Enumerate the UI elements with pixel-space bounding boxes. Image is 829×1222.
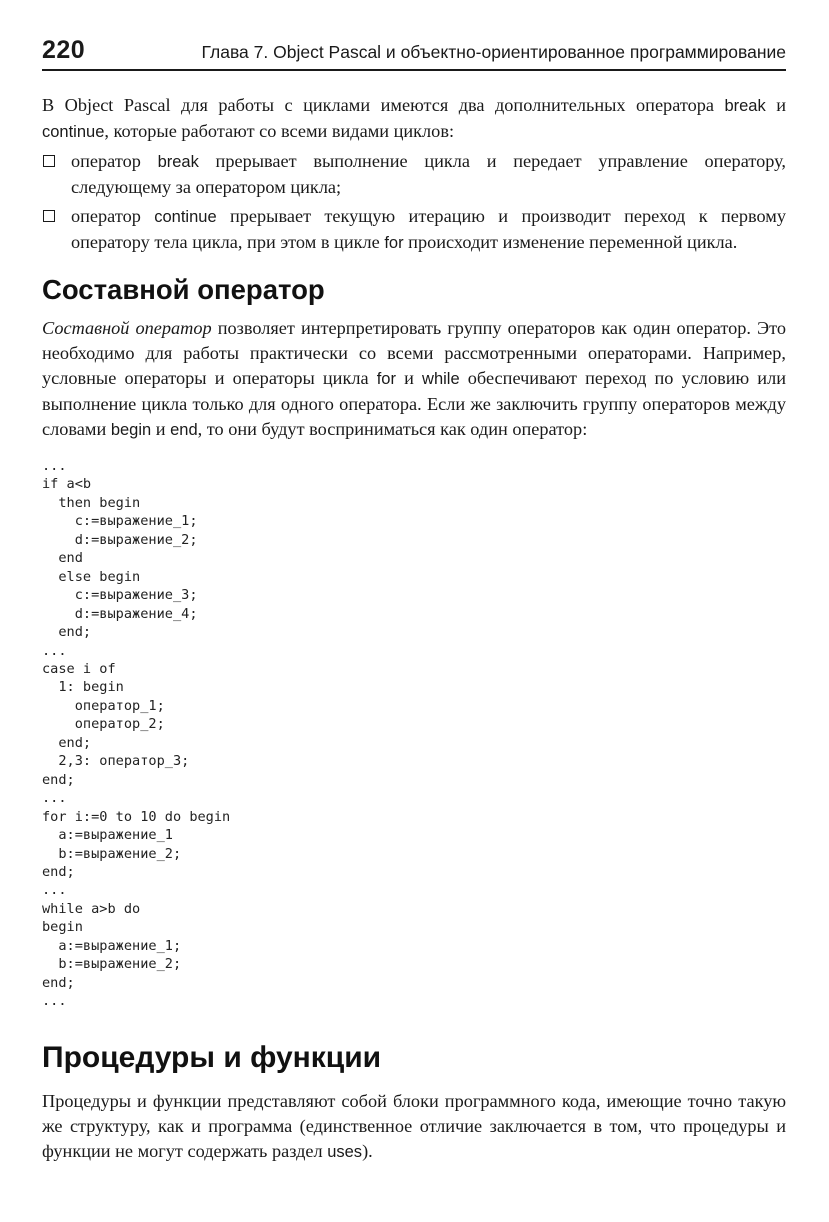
- code-line: ...: [42, 642, 67, 659]
- term-italic: Составной оператор: [42, 318, 212, 338]
- code-line: ...: [42, 882, 67, 899]
- keyword-uses: uses: [327, 1142, 363, 1161]
- checkbox-bullet-icon: [43, 155, 55, 167]
- intro-paragraph: В Object Pascal для работы с циклами имеются два дополнительных оператора break и continue, которые работают со всеми видами циклов:: [42, 95, 786, 141]
- running-header: [42, 36, 786, 71]
- code-line: while a>b do: [42, 900, 141, 917]
- code-line: ...: [42, 790, 67, 807]
- chapter-title: Глава 7. Object Pascal и объектно-ориентированное программирование: [201, 42, 786, 62]
- code-line: d:=выражение_4;: [42, 605, 198, 622]
- code-line: c:=выражение_3;: [42, 587, 198, 604]
- code-line: else begin: [42, 568, 141, 585]
- compound-operator-paragraph: Составной оператор позволяет интерпретировать группу операторов как один оператор. Это необходимо для работы практически со всеми рассмотренными операторами. Например, условные операторы и операторы цикла for и while обеспечивают переход по условию или выполнение цикла только для одного оператора. Если же заключить группу операторов между словами begin и end, то они будут восприниматься как один оператор:: [42, 318, 786, 439]
- code-line: b:=выражение_2;: [42, 956, 182, 973]
- checkbox-bullet-icon: [43, 210, 55, 222]
- code-line: end;: [42, 624, 92, 641]
- code-line: then begin: [42, 494, 141, 511]
- code-line: ...: [42, 993, 67, 1010]
- code-line: if a<b: [42, 476, 92, 493]
- list-item: оператор continue прерывает текущую итерацию и производит переход к первому оператору тела цикла, при этом в цикле for происходит изменение переменной цикла.: [42, 204, 786, 256]
- code-line: 2,3: оператор_3;: [42, 753, 190, 770]
- code-line: end;: [42, 974, 75, 991]
- code-line: c:=выражение_1;: [42, 513, 198, 530]
- code-line: 1: begin: [42, 679, 124, 696]
- code-line: d:=выражение_2;: [42, 531, 198, 548]
- book-page: [42, 36, 786, 1165]
- code-line: a:=выражение_1;: [42, 937, 182, 954]
- code-line: оператор_2;: [42, 716, 165, 733]
- section-heading-compound-operator: Составной оператор: [42, 274, 325, 305]
- list-item: оператор break прерывает выполнение цикла и передает управление оператору, следующему за оператором цикла;: [42, 149, 786, 200]
- code-line: оператор_1;: [42, 697, 165, 714]
- procedures-paragraph: Процедуры и функции представляют собой блоки программного кода, имеющие точно такую же структуру, как и программа (единственное отличие заключается в том, что процедуры и функции не могут содержать раздел uses).: [42, 1090, 786, 1161]
- code-line: end;: [42, 771, 75, 788]
- code-line: case i of: [42, 660, 116, 677]
- code-line: begin: [42, 919, 83, 936]
- keyword-continue: continue: [42, 123, 105, 141]
- bullet-list: [42, 149, 786, 256]
- code-line: a:=выражение_1: [42, 827, 173, 844]
- code-line: end;: [42, 734, 92, 751]
- page-number: 220: [42, 36, 86, 64]
- keyword-break: break: [724, 97, 766, 115]
- code-line: end: [42, 550, 83, 567]
- code-line: ...: [42, 458, 67, 474]
- code-listing: [42, 457, 786, 1011]
- code-line: end;: [42, 863, 75, 880]
- code-line: b:=выражение_2;: [42, 845, 182, 862]
- code-line: for i:=0 to 10 do begin: [42, 808, 231, 825]
- section-heading-procedures-functions: Процедуры и функции: [42, 1040, 382, 1074]
